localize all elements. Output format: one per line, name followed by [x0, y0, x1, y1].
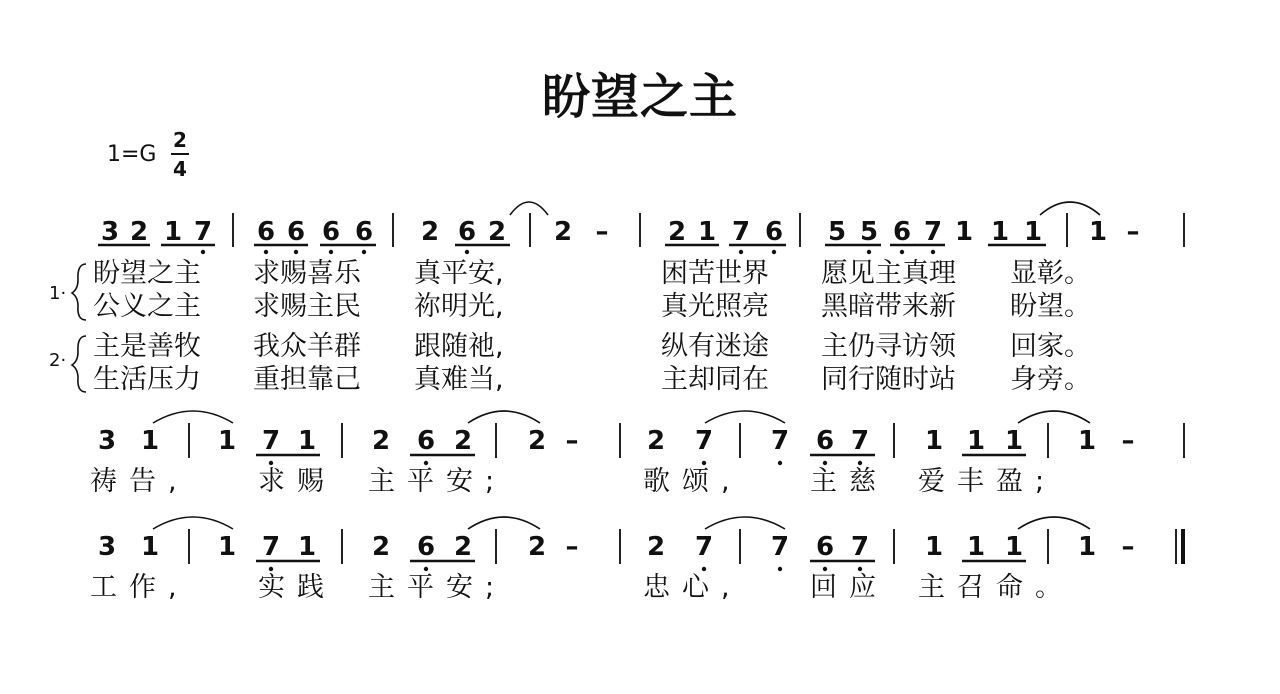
- dot-low-r2-4: [778, 461, 782, 465]
- note-r1-3: 1: [163, 217, 183, 247]
- lyric-v1-1: 盼望之主: [93, 258, 201, 289]
- note-r2-12: 7: [694, 426, 714, 456]
- lyric-v2-5: 黑暗带来新: [821, 291, 956, 322]
- note-r1-17: 6: [764, 217, 784, 247]
- note-r2-16: 1: [924, 426, 944, 456]
- dot-low-r1-5: [465, 250, 469, 254]
- note-r3-14: 6: [815, 532, 835, 562]
- note-r2-5: 1: [297, 426, 317, 456]
- verse-label-2: 2·: [49, 350, 67, 371]
- note-r2-9: 2: [527, 426, 547, 456]
- note-r3-16: 1: [924, 532, 944, 562]
- brace-verse-2: [72, 336, 86, 392]
- note-r1-21: 7: [923, 217, 943, 247]
- note-r3-17: 1: [966, 532, 986, 562]
- note-r2-14: 6: [815, 426, 835, 456]
- note-r3-6: 2: [371, 532, 391, 562]
- note-r1-7: 6: [321, 217, 341, 247]
- dot-low-r2-2: [424, 461, 428, 465]
- dot-low-r1-6: [739, 250, 743, 254]
- key-signature: 1=G: [107, 142, 157, 167]
- song-title: 盼望之主: [541, 69, 738, 125]
- dot-low-r1-11: [201, 250, 205, 254]
- slur-r2-3: [705, 411, 785, 423]
- lyric-v4-6: 身旁。: [1010, 364, 1091, 395]
- dot-low-r3-6: [858, 567, 862, 571]
- lyric-r3-3: 主平安;: [368, 572, 507, 603]
- note-r2-19: 1: [1077, 426, 1097, 456]
- note-r3-20: –: [1121, 532, 1135, 562]
- note-r3-8: 2: [453, 532, 473, 562]
- note-r3-19: 1: [1077, 532, 1097, 562]
- note-r1-22: 1: [954, 217, 974, 247]
- note-r1-8: 6: [354, 217, 374, 247]
- lyric-r3-6: 主召命。: [918, 572, 1074, 603]
- note-r1-10: 6: [457, 217, 477, 247]
- lyric-v3-2: 我众羊群: [253, 331, 361, 362]
- lyric-v2-1: 公义之主: [93, 291, 201, 322]
- lyric-v4-2: 重担靠己: [253, 364, 361, 395]
- dot-low-r3-4: [778, 567, 782, 571]
- note-r2-18: 1: [1004, 426, 1024, 456]
- lyric-v1-6: 显彰。: [1010, 258, 1091, 289]
- lyric-v3-1: 主是善牧: [93, 331, 201, 362]
- note-r2-15: 7: [850, 426, 870, 456]
- lyric-v1-5: 愿见主真理: [821, 258, 956, 289]
- dot-low-r1-4: [362, 250, 366, 254]
- lyric-r3-1: 工作,: [90, 572, 189, 603]
- lyric-v1-2: 求赐喜乐: [253, 258, 361, 289]
- note-r3-3: 1: [217, 532, 237, 562]
- lyric-r2-5: 主慈: [810, 466, 888, 497]
- note-r1-14: 2: [667, 217, 687, 247]
- note-r1-5: 6: [256, 217, 276, 247]
- note-r3-13: 7: [770, 532, 790, 562]
- dot-low-r1-9: [900, 250, 904, 254]
- slur-r3-4: [1018, 517, 1090, 529]
- note-r1-25: 1: [1088, 217, 1108, 247]
- note-r3-4: 7: [261, 532, 281, 562]
- lyric-v3-3: 跟随祂,: [414, 331, 504, 362]
- note-r3-10: –: [565, 532, 579, 562]
- lyric-v4-5: 同行随时站: [821, 364, 956, 395]
- note-r1-9: 2: [420, 217, 440, 247]
- note-r3-15: 7: [850, 532, 870, 562]
- note-r1-11: 2: [487, 217, 507, 247]
- note-r1-20: 6: [892, 217, 912, 247]
- note-r2-3: 1: [217, 426, 237, 456]
- dot-low-r1-10: [931, 250, 935, 254]
- lyric-v4-1: 生活压力: [93, 364, 201, 395]
- lyric-v2-4: 真光照亮: [661, 291, 769, 322]
- dot-low-r3-3: [702, 567, 706, 571]
- lyric-v1-4: 困苦世界: [661, 258, 769, 289]
- note-r1-2: 2: [129, 217, 149, 247]
- note-r1-23: 1: [990, 217, 1010, 247]
- lyric-v4-4: 主却同在: [661, 364, 769, 395]
- note-r1-16: 7: [731, 217, 751, 247]
- dot-low-r1-2: [294, 250, 298, 254]
- note-r2-7: 6: [416, 426, 436, 456]
- note-r1-13: –: [595, 217, 609, 247]
- slur-r1-2: [1040, 202, 1100, 215]
- dot-low-r3-5: [823, 567, 827, 571]
- lyric-v3-6: 回家。: [1010, 331, 1091, 362]
- note-r1-26: –: [1126, 217, 1140, 247]
- slur-r2-2: [468, 411, 540, 423]
- note-r1-15: 1: [697, 217, 717, 247]
- note-r2-10: –: [565, 426, 579, 456]
- slur-r3-1: [153, 517, 233, 529]
- lyric-r2-4: 歌颂,: [643, 466, 742, 497]
- lyric-r2-6: 爱丰盈;: [918, 466, 1057, 497]
- slur-r3-2: [468, 517, 540, 529]
- dot-low-r3-2: [424, 567, 428, 571]
- note-r2-4: 7: [261, 426, 281, 456]
- lyric-r3-2: 实践: [258, 572, 336, 603]
- dot-low-r3-1: [269, 567, 273, 571]
- lyric-v2-6: 盼望。: [1010, 291, 1091, 322]
- note-r2-2: 1: [140, 426, 160, 456]
- dot-low-r2-6: [858, 461, 862, 465]
- lyric-v1-3: 真平安,: [414, 258, 504, 289]
- note-r2-6: 2: [371, 426, 391, 456]
- dot-low-r1-7: [772, 250, 776, 254]
- note-r1-18: 5: [827, 217, 847, 247]
- lyric-r3-4: 忠心,: [643, 572, 742, 603]
- time-signature-top: 2: [173, 128, 187, 152]
- note-r3-2: 1: [140, 532, 160, 562]
- lyric-v2-3: 祢明光,: [414, 291, 504, 322]
- lyric-r3-5: 回应: [810, 572, 888, 603]
- verse-label-1: 1·: [49, 283, 67, 304]
- note-r1-1: 3: [100, 217, 120, 247]
- note-r1-12: 2: [553, 217, 573, 247]
- note-r3-5: 1: [297, 532, 317, 562]
- note-r3-7: 6: [416, 532, 436, 562]
- note-r3-1: 3: [97, 532, 117, 562]
- dot-low-r1-1: [264, 250, 268, 254]
- note-r1-6: 6: [286, 217, 306, 247]
- lyric-r2-2: 求赐: [258, 466, 336, 497]
- dot-low-r2-5: [823, 461, 827, 465]
- dot-low-r2-3: [702, 461, 706, 465]
- note-r3-9: 2: [527, 532, 547, 562]
- lyric-r2-3: 主平安;: [368, 466, 507, 497]
- dot-low-r2-1: [269, 461, 273, 465]
- note-r1-24: 1: [1023, 217, 1043, 247]
- time-signature-bottom: 4: [173, 157, 187, 181]
- lyric-r2-1: 祷告,: [90, 466, 189, 497]
- note-r2-13: 7: [770, 426, 790, 456]
- note-r1-19: 5: [859, 217, 879, 247]
- dot-low-r1-3: [329, 250, 333, 254]
- note-r2-8: 2: [453, 426, 473, 456]
- note-r2-11: 2: [646, 426, 666, 456]
- note-r3-12: 7: [694, 532, 714, 562]
- note-r3-18: 1: [1004, 532, 1024, 562]
- slur-r2-4: [1018, 411, 1090, 423]
- brace-verse-1: [72, 264, 86, 320]
- lyric-v3-4: 纵有迷途: [661, 331, 769, 362]
- slur-r3-3: [705, 517, 785, 529]
- note-r2-20: –: [1121, 426, 1135, 456]
- lyric-v4-3: 真难当,: [414, 364, 504, 395]
- note-r2-1: 3: [97, 426, 117, 456]
- lyric-v2-2: 求赐主民: [253, 291, 361, 322]
- slur-r2-1: [153, 411, 233, 423]
- note-r2-17: 1: [966, 426, 986, 456]
- lyric-v3-5: 主仍寻访领: [821, 331, 956, 362]
- note-r1-4: 7: [193, 217, 213, 247]
- dot-low-r1-8: [867, 250, 871, 254]
- note-r3-11: 2: [646, 532, 666, 562]
